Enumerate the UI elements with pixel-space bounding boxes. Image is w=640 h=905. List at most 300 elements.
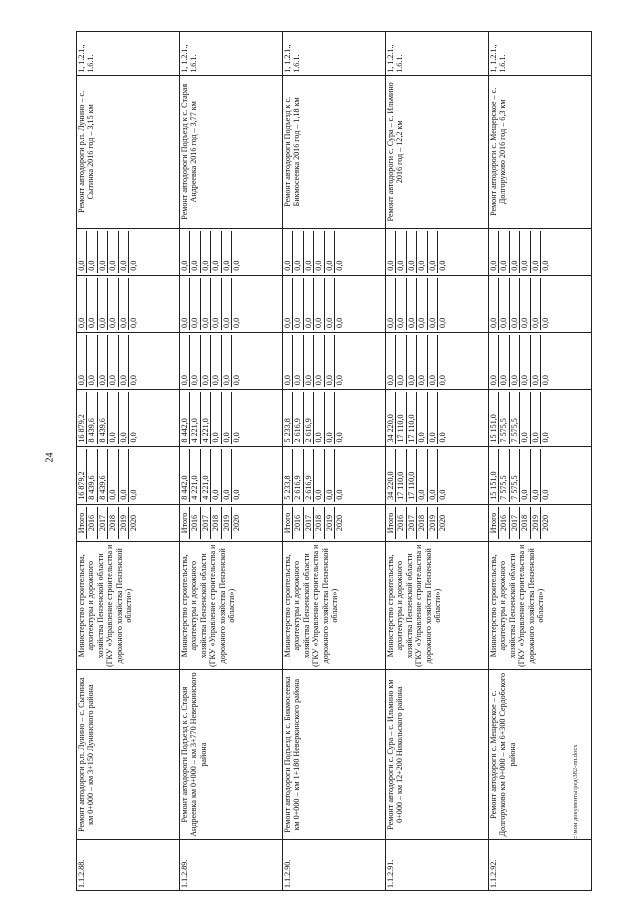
funding-column-3-value: 0,0 [314,335,324,387]
funding-column-4-value: 0,0 [293,278,303,330]
sub-row [283,231,293,273]
funding-column-4-list [489,278,550,330]
funding-column-4-value: 0,0 [190,278,200,330]
funding-column-2-value: 0,0 [520,392,530,444]
sub-row [118,335,128,387]
sub-row [190,278,200,330]
sub-row [386,335,396,387]
sub-row [489,449,499,501]
sub-row [520,231,530,273]
funding-total-column-value: 0,0 [541,489,551,500]
sub-row [293,449,303,501]
sub-row [499,335,509,387]
sub-row [293,278,303,330]
sub-row [200,392,210,444]
year-column-value: 2017 [509,507,519,539]
funding-column-5-value: 0,0 [87,231,97,273]
funding-total-column-value: 0,0 [417,449,427,501]
funding-column-2-value: 4 221,0 [200,392,210,444]
funding-column-2 [489,390,592,447]
sub-row [314,335,324,387]
sub-row [211,335,221,387]
measure-name: Ремонт автодороги с. Мещерское – с. Долгоруково км 0+000 – км 6+300 Сердобского района [489,670,592,840]
sub-row [97,335,107,387]
sub-row [211,231,221,273]
funding-column-4-value: 0,0 [221,278,231,330]
funding-column-5-value: 0,0 [417,231,427,273]
sub-row [530,278,540,330]
funding-column-2-value: 0,0 [417,392,427,444]
funding-column-3-value: 0,0 [438,375,448,386]
funding-column-3-value: 0,0 [190,335,200,387]
funding-column-5-value: 0,0 [200,231,210,273]
funding-column-3-value: 0,0 [108,335,118,387]
funding-column-5-list [386,231,447,273]
funding-total-column-value: 0,0 [232,489,242,500]
sub-row [406,392,416,444]
funding-total-column-list [283,449,344,501]
sub-row [77,278,87,330]
sub-row [283,449,293,501]
sub-row [232,392,242,444]
sub-row [190,392,200,444]
sub-row [438,449,448,501]
sub-row [129,231,139,273]
sub-row [200,507,210,539]
funding-column-2-value: 0,0 [324,392,334,444]
funding-column-5-value: 0,0 [520,231,530,273]
row-number: 1.1.2.91. [386,839,489,890]
year-column-value: 2016 [293,507,303,539]
sub-row [541,507,551,539]
sub-row [530,507,540,539]
sub-row [221,278,231,330]
sub-row [77,335,87,387]
measure-name: Ремонт автодороги Подъезд к с. Старая Андреевка км 0+000 – км 3+770 Неверкинского района [180,670,283,840]
responsible-executor: Министерство строительства, архитектуры и дорожного хозяйства Пензенской области (ГКУ «Управление строительства и дорожного хозяйства Пензенской области») [283,542,386,670]
funding-column-4-value: 0,0 [200,278,210,330]
sub-row [118,278,128,330]
sub-row [489,392,499,444]
sub-row [499,392,509,444]
funding-column-5-value: 0,0 [427,231,437,273]
funding-column-5-value: 0,0 [108,231,118,273]
sub-row [87,335,97,387]
funding-total-column-value: 5 233,8 [283,449,293,501]
funding-total-column-value: 2 616,9 [303,449,313,501]
funding-column-2-value: 0,0 [530,392,540,444]
funding-column-5-value: 0,0 [303,231,313,273]
sub-row [180,507,190,539]
sub-row [499,278,509,330]
funding-column-5-value: 0,0 [499,231,509,273]
sub-row [489,231,499,273]
funding-column-5-value: 0,0 [541,260,551,271]
sub-row [530,392,540,444]
sub-row [335,507,345,539]
funding-column-4-value: 0,0 [180,278,190,330]
funding-total-column-value: 0,0 [520,449,530,501]
funding-column-3 [180,332,283,389]
year-column-value: 2016 [190,507,200,539]
sub-row [335,278,345,330]
funding-column-3-value: 0,0 [489,335,499,387]
funding-column-4-list [77,278,138,330]
sub-row [499,449,509,501]
sub-row [190,231,200,273]
funding-column-3-value: 0,0 [396,335,406,387]
sub-row [200,231,210,273]
year-column-list [77,507,138,539]
funding-column-3-value: 0,0 [530,335,540,387]
sub-row [530,335,540,387]
sub-row [530,231,540,273]
funding-column-3-list [386,335,447,387]
funding-total-column-value: 8 442,0 [180,449,190,501]
year-column-value: 2016 [87,507,97,539]
funding-column-4-value: 0,0 [87,278,97,330]
funding-column-2-value: 4 221,0 [190,392,200,444]
year-column-value: Итого [489,507,499,539]
funding-column-4 [77,275,180,332]
sub-row [180,392,190,444]
funding-column-2 [386,390,489,447]
funding-total-column-value: 0,0 [335,489,345,500]
year-column-value: 2018 [417,507,427,539]
funding-column-4-value: 0,0 [314,278,324,330]
year-column-value: Итого [180,507,190,539]
sub-row [489,278,499,330]
funding-column-4-value: 0,0 [118,278,128,330]
expected-result: Ремонт автодороги Подъезд к с. Бикмосеевка 2016 год – 1,18 км [283,75,386,228]
funding-column-4-value: 0,0 [324,278,334,330]
funding-column-2 [283,390,386,447]
table-row [283,32,386,891]
sub-row [396,278,406,330]
sub-row [541,231,551,273]
year-column-value: 2018 [108,507,118,539]
sub-row [200,449,210,501]
sub-row [211,449,221,501]
sub-row [335,335,345,387]
sub-row [396,392,406,444]
funding-column-4-list [386,278,447,330]
funding-column-5-value: 0,0 [97,231,107,273]
expected-result: Ремонт автодороги с. Мещерское – с. Долгоруково 2016 год – 6,3 км [489,75,592,228]
sub-row [406,231,416,273]
funding-column-4-value: 0,0 [396,278,406,330]
funding-column-4-value: 0,0 [108,278,118,330]
year-column-value: 2020 [541,514,551,532]
funding-column-3-value: 0,0 [129,375,139,386]
year-column-list [489,507,550,539]
sub-row [221,231,231,273]
funding-column-4 [489,275,592,332]
funding-total-column-value: 8 439,6 [87,449,97,501]
sub-row [417,335,427,387]
funding-total-column-value: 17 110,0 [396,449,406,501]
sub-row [520,449,530,501]
funding-column-4-list [180,278,241,330]
funding-total-column-list [489,449,550,501]
funding-column-5 [489,228,592,275]
sub-row [129,449,139,501]
sub-row [417,449,427,501]
year-column-list [386,507,447,539]
funding-column-3-value: 0,0 [520,335,530,387]
funding-column-5 [386,228,489,275]
sub-row [77,392,87,444]
funding-total-column-value: 0,0 [427,449,437,501]
year-column-list [180,507,241,539]
expected-result: Ремонт автодороги р.п. Лунино – с. Сытинка 2016 год – 3,15 км [77,75,180,228]
indicator-reference: 1, 1.2.1., 1.6.1. [77,32,180,76]
funding-column-3 [77,332,180,389]
row-number: 1.1.2.89. [180,839,283,890]
sub-row [180,449,190,501]
funding-column-5-value: 0,0 [438,260,448,271]
sub-row [438,507,448,539]
funding-column-2-value: 8 442,0 [180,392,190,444]
measure-name: Ремонт автодороги с. Сура – с. Ильмино км 0+000 – км 12+200 Никольского района [386,670,489,840]
sub-row [108,278,118,330]
funding-column-5-value: 0,0 [509,231,519,273]
sub-row [396,449,406,501]
year-column-value: 2019 [530,507,540,539]
funding-column-4-value: 0,0 [427,278,437,330]
funding-column-3-value: 0,0 [335,375,345,386]
sub-row [190,507,200,539]
funding-total-column-value: 0,0 [221,449,231,501]
sub-row [541,392,551,444]
funding-column-3 [283,332,386,389]
sub-row [190,335,200,387]
sub-row [396,507,406,539]
sub-row [87,449,97,501]
sub-row [314,231,324,273]
funding-column-3-list [283,335,344,387]
funding-column-3-value: 0,0 [97,335,107,387]
sub-row [520,335,530,387]
sub-row [87,231,97,273]
funding-column-5-value: 0,0 [232,260,242,271]
funding-column-2-list [180,392,241,444]
funding-column-3-value: 0,0 [499,335,509,387]
sub-row [386,231,396,273]
sub-row [520,392,530,444]
sub-row [324,335,334,387]
funding-total-column-value: 0,0 [530,449,540,501]
funding-column-4 [386,275,489,332]
sub-row [541,449,551,501]
year-column-value: 2019 [427,507,437,539]
funding-column-4-list [283,278,344,330]
funding-total-column [180,447,283,504]
funding-column-4-value: 0,0 [129,317,139,328]
sub-row [406,335,416,387]
funding-column-3-value: 0,0 [87,335,97,387]
sub-row [438,392,448,444]
funding-column-5-list [489,231,550,273]
rotated-page-content [76,31,621,891]
sub-row [108,231,118,273]
sub-row [180,335,190,387]
sub-row [417,392,427,444]
year-column-value: 2016 [396,507,406,539]
sub-row [406,449,416,501]
sub-row [499,231,509,273]
sub-row [108,335,118,387]
sub-row [509,449,519,501]
funding-column-5-value: 0,0 [129,260,139,271]
funding-total-column-value: 0,0 [211,449,221,501]
funding-total-column-value: 34 220,0 [386,449,396,501]
funding-total-column-value: 7 575,5 [499,449,509,501]
funding-column-2-value: 7 575,5 [509,392,519,444]
sub-row [509,335,519,387]
funding-column-5-value: 0,0 [406,231,416,273]
sub-row [324,278,334,330]
indicator-reference: 1, 1.2.1., 1.6.1. [386,32,489,76]
responsible-executor: Министерство строительства, архитектуры и дорожного хозяйства Пензенской области (ГКУ «Управление строительства и дорожного хозяйства Пензенской области») [77,542,180,670]
funding-column-5-value: 0,0 [77,231,87,273]
year-column-value: 2017 [200,507,210,539]
funding-column-3-value: 0,0 [417,335,427,387]
sub-row [303,449,313,501]
funding-column-2-value: 0,0 [438,432,448,443]
sub-row [324,449,334,501]
funding-column-3-value: 0,0 [221,335,231,387]
sub-row [386,449,396,501]
sub-row [108,392,118,444]
sub-row [97,231,107,273]
sub-row [221,507,231,539]
year-column-value: 2020 [335,514,345,532]
funding-column-5-value: 0,0 [314,231,324,273]
funding-column-4-value: 0,0 [509,278,519,330]
year-column-value: 2018 [211,507,221,539]
sub-row [509,278,519,330]
sub-row [97,278,107,330]
sub-row [427,449,437,501]
funding-column-5 [283,228,386,275]
year-column-value: 2019 [118,507,128,539]
funding-column-3-value: 0,0 [303,335,313,387]
funding-column-3-list [180,335,241,387]
sub-row [232,335,242,387]
sub-row [438,335,448,387]
funding-column-3-value: 0,0 [283,335,293,387]
sub-row [489,507,499,539]
funding-column-2-list [283,392,344,444]
sub-row [129,507,139,539]
sub-row [221,335,231,387]
sub-row [438,278,448,330]
sub-row [303,231,313,273]
funding-total-column-value: 0,0 [438,489,448,500]
funding-column-2-value: 0,0 [335,432,345,443]
sub-row [283,392,293,444]
sub-row [283,278,293,330]
responsible-executor: Министерство строительства, архитектуры и дорожного хозяйства Пензенской области (ГКУ «Управление строительства и дорожного хозяйства Пензенской области») [386,542,489,670]
indicator-reference: 1, 1.2.1., 1.6.1. [283,32,386,76]
funding-column-4-value: 0,0 [417,278,427,330]
funding-column-3-value: 0,0 [232,375,242,386]
funding-column-2-value: 15 151,0 [489,392,499,444]
funding-column-2-value: 0,0 [541,432,551,443]
sub-row [232,231,242,273]
funding-total-column-value: 0,0 [324,449,334,501]
funding-total-column-list [180,449,241,501]
funding-column-5-value: 0,0 [283,231,293,273]
sub-row [108,449,118,501]
sub-row [232,507,242,539]
sub-row [293,335,303,387]
sub-row [314,278,324,330]
funding-column-4-value: 0,0 [499,278,509,330]
funding-column-3-value: 0,0 [200,335,210,387]
sub-row [118,231,128,273]
sub-row [97,507,107,539]
funding-column-2-value: 17 110,0 [406,392,416,444]
funding-column-3-value: 0,0 [509,335,519,387]
funding-total-column-value: 4 221,0 [200,449,210,501]
sub-row [118,392,128,444]
row-number: 1.1.2.90. [283,839,386,890]
funding-column-4-value: 0,0 [438,317,448,328]
sub-row [314,507,324,539]
funding-column-2-value: 8 439,6 [87,392,97,444]
sub-row [427,231,437,273]
funding-total-column [489,447,592,504]
sub-row [77,507,87,539]
funding-column-3-value: 0,0 [386,335,396,387]
year-column-value: 2019 [221,507,231,539]
funding-column-3-value: 0,0 [406,335,416,387]
year-column-value: 2017 [97,507,107,539]
sub-row [417,278,427,330]
funding-column-2 [180,390,283,447]
funding-total-column-value: 0,0 [118,449,128,501]
table-row [77,32,180,891]
sub-row [77,449,87,501]
sub-row [335,392,345,444]
funding-total-column-value: 0,0 [129,489,139,500]
year-column-value: Итого [386,507,396,539]
sub-row [293,231,303,273]
funding-column-2-value: 0,0 [427,392,437,444]
funding-column-4-value: 0,0 [406,278,416,330]
footer-file-path: c:\мои документы\ред\382-пп.docx [572,744,579,840]
funding-column-2-value: 17 110,0 [396,392,406,444]
funding-column-2-value: 16 879,2 [77,392,87,444]
funding-column-2 [77,390,180,447]
sub-row [314,392,324,444]
funding-column-2-list [489,392,550,444]
year-column-value: 2020 [438,514,448,532]
funding-column-2-value: 2 616,9 [293,392,303,444]
sub-row [396,231,406,273]
funding-total-column-value: 15 151,0 [489,449,499,501]
expected-result: Ремонт автодороги Подъезд к с. Старая Андреевка 2016 год – 3,77 км [180,75,283,228]
funding-total-column-list [386,449,447,501]
indicator-reference: 1, 1.2.1., 1.6.1. [180,32,283,76]
funding-column-4-value: 0,0 [530,278,540,330]
funding-total-column-list [77,449,138,501]
funding-column-2-value: 5 233,8 [283,392,293,444]
funding-column-3-value: 0,0 [118,335,128,387]
sub-row [509,507,519,539]
